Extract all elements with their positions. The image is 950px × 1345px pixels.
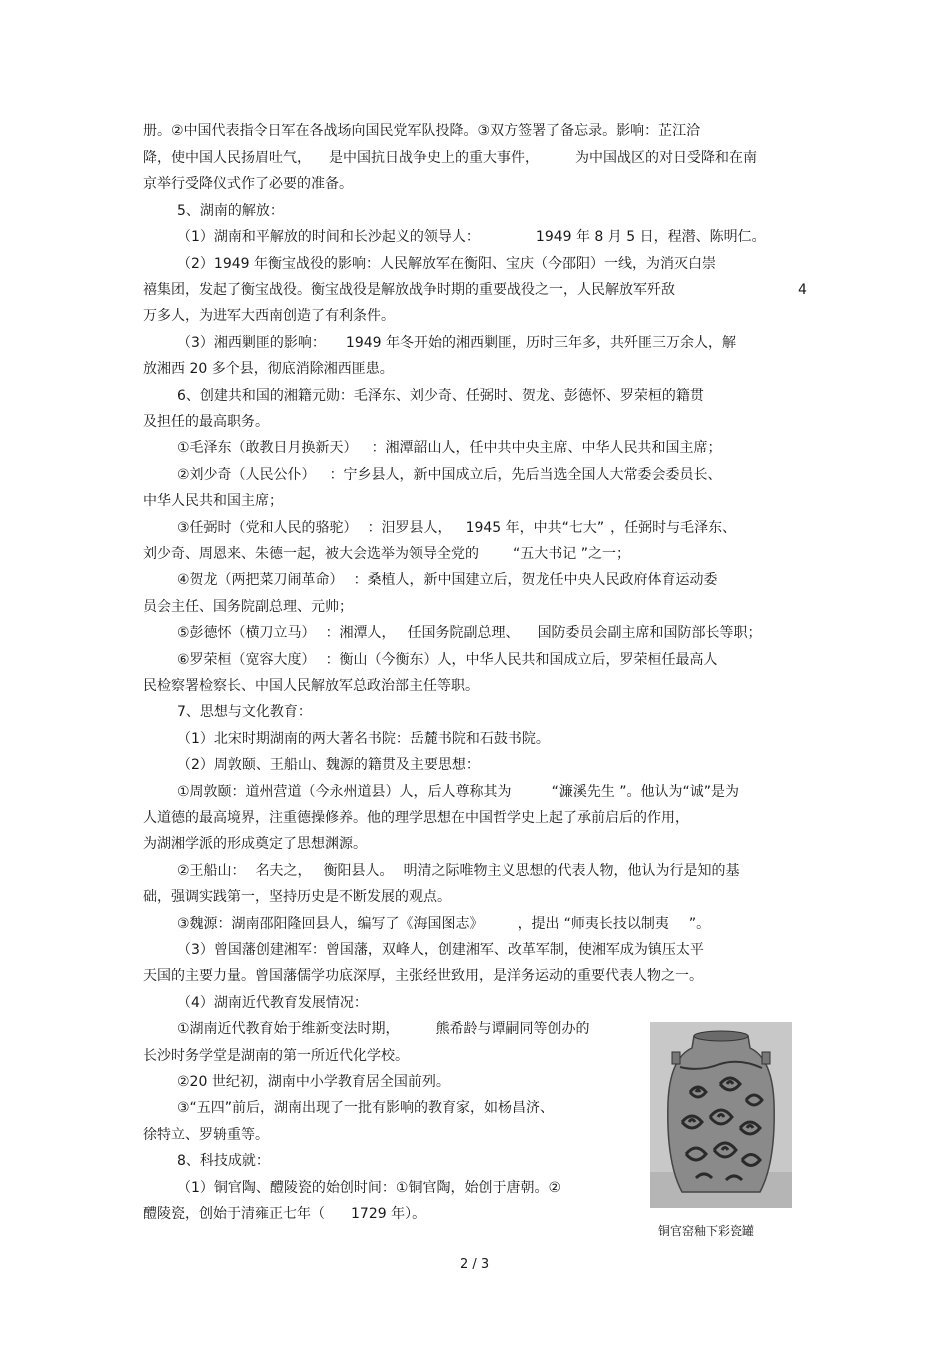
text-line: 万多人，为进军大西南创造了有利条件。 [143,308,395,324]
text-line: ③“五四”前后，湖南出现了一批有影响的教育家，如杨昌济、 [177,1100,555,1116]
figure-caption: 铜官窑釉下彩瓷罐 [658,1224,755,1238]
text-line: 册。②中国代表指令日军在各战场向国民党军队投降。③双方签署了备忘录。影响：芷江洽 [143,123,701,139]
text-line: ⑥罗荣桓（宽容大度） ：衡山（今衡东）人，中华人民共和国成立后，罗荣桓任最高人 [177,652,718,668]
text-line: 长沙时务学堂是湖南的第一所近代化学校。 [143,1048,409,1064]
section-heading: 6、创建共和国的湘籍元勋：毛泽东、刘少奇、任弼时、贺龙、彭德怀、罗荣桓的籍贯 [177,388,704,404]
text-line: （2）1949 年衡宝战役的影响：人民解放军在衡阳、宝庆（今邵阳）一线，为消灭白崇 [177,256,716,272]
text-line: 禧集团，发起了衡宝战役。衡宝战役是解放战争时期的重要战役之一，人民解放军歼敌 [143,282,675,298]
text-line: ⑤彭德怀（横刀立马） ：湘潭人， 任国务院副总理、 国防委员会副主席和国防部长等职； [177,625,762,641]
text-line: （1）北宋时期湖南的两大著名书院：岳麓书院和石鼓书院。 [177,731,550,747]
text-line: 醴陵瓷，创始于清雍正七年（ 1729 年）。 [143,1206,427,1222]
ceramic-jar-photo [650,1022,792,1208]
text-line: 人道德的最高境界，注重德操修养。他的理学思想在中国哲学史上起了承前启后的作用， [143,810,689,826]
text-line: 京举行受降仪式作了必要的准备。 [143,176,353,192]
text-line: 4 [798,282,807,298]
text-line: 徐特立、罗辀重等。 [143,1127,269,1143]
text-line: ①湖南近代教育始于维新变法时期， 熊希龄与谭嗣同等创办的 [177,1021,590,1037]
section-heading: 8、科技成就： [177,1153,270,1169]
text-line: 础，强调实践第一，坚持历史是不断发展的观点。 [143,889,451,905]
jar-illustration [650,1022,792,1208]
text-line: ②20 世纪初，湖南中小学教育居全国前列。 [177,1074,450,1090]
text-line: （1）铜官陶、醴陵瓷的始创时间：①铜官陶，始创于唐朝。② [177,1180,562,1196]
text-line: 降，使中国人民扬眉吐气， 是中国抗日战争史上的重大事件， 为中国战区的对日受降和在南 [143,150,757,166]
text-line: （3）曾国藩创建湘军：曾国藩，双峰人，创建湘军、改革军制，使湘军成为镇压太平 [177,942,704,958]
text-line: （4）湖南近代教育发展情况： [177,995,368,1011]
text-line: （1）湖南和平解放的时间和长沙起义的领导人： 1949 年 8 月 5 日，程潜、陈明仁。 [177,229,766,245]
text-line: 民检察署检察长、中国人民解放军总政治部主任等职。 [143,678,479,694]
text-line: 为湖湘学派的形成奠定了思想渊源。 [143,836,367,852]
text-line: ④贺龙（两把菜刀闹革命） ：桑植人，新中国建立后，贺龙任中央人民政府体育运动委 [177,572,718,588]
text-line: 及担任的最高职务。 [143,414,269,430]
text-line: ③任弼时（党和人民的骆驼） ：汨罗县人， 1945 年，中共“七大” ，任弼时与毛泽东、 [177,520,737,536]
text-line: 刘少奇、周恩来、朱德一起，被大会选举为领导全党的 “五大书记 ”之一； [143,546,630,562]
text-line: 放湘西 20 多个县，彻底消除湘西匪患。 [143,361,394,377]
text-line: （2）周敦颐、王船山、魏源的籍贯及主要思想： [177,757,480,773]
section-heading: 5、湖南的解放： [177,203,284,219]
section-heading: 7、思想与文化教育： [177,704,312,720]
text-line: ②王船山： 名夫之， 衡阳县人。 明清之际唯物主义思想的代表人物，他认为行是知的基 [177,863,740,879]
text-line: （3）湘西剿匪的影响： 1949 年冬开始的湘西剿匪，历时三年多，共歼匪三万余人，解 [177,335,736,351]
text-line: 员会主任、国务院副总理、元帅； [143,599,353,615]
text-line: 中华人民共和国主席； [143,493,283,509]
page-number: 2 / 3 [460,1257,490,1272]
text-line: ②刘少奇（人民公仆） ：宁乡县人，新中国成立后，先后当选全国人大常委会委员长、 [177,467,722,483]
text-line: 天国的主要力量。曾国藩儒学功底深厚，主张经世致用，是洋务运动的重要代表人物之一。 [143,968,703,984]
text-line: ③魏源：湖南邵阳隆回县人，编写了《海国图志》 ，提出 “师夷长技以制夷 ”。 [177,916,711,932]
text-line: ①周敦颐：道州营道（今永州道县）人，后人尊称其为 “濂溪先生 ”。他认为“诚”是为 [177,784,740,800]
text-line: ①毛泽东（敢教日月换新天） ：湘潭韶山人，任中共中央主席、中华人民共和国主席； [177,440,722,456]
